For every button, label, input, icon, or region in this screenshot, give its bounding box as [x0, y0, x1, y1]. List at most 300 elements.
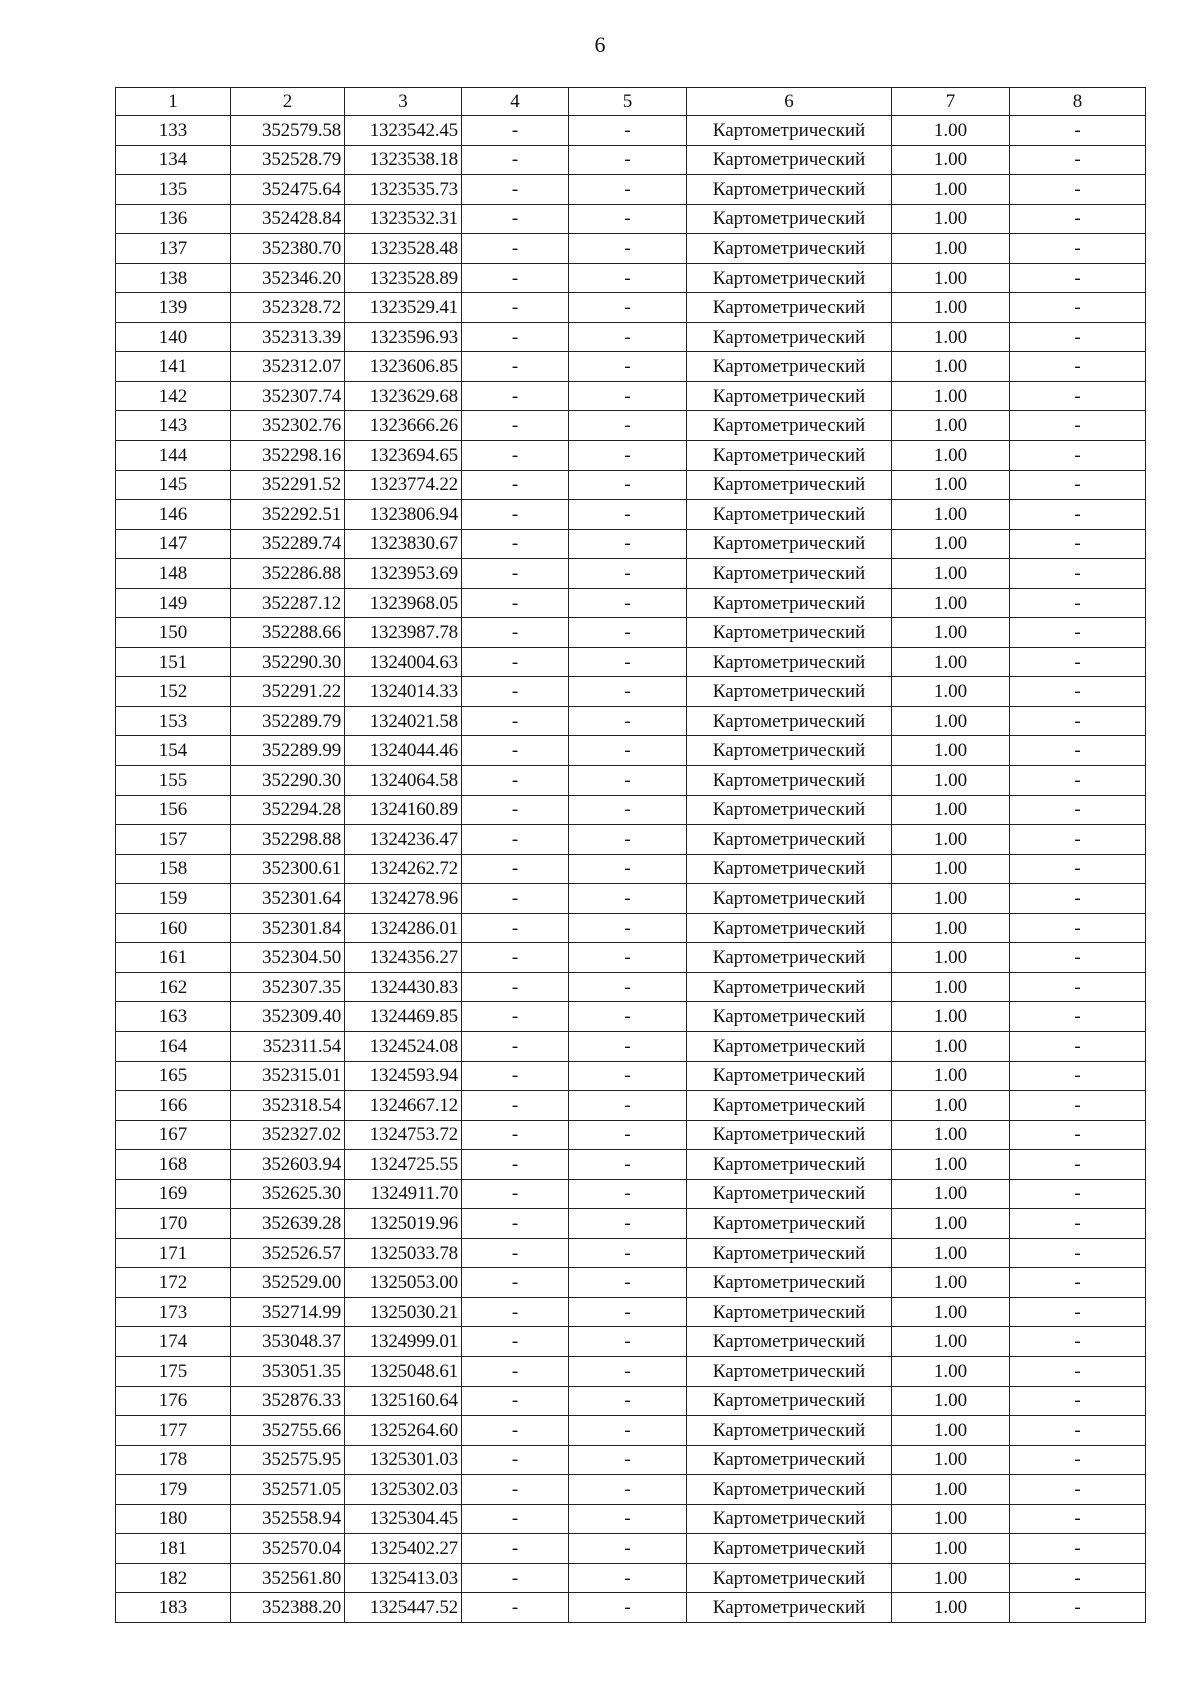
- cell-coord-x: 352346.20: [231, 263, 345, 293]
- cell-point-number: 171: [116, 1238, 231, 1268]
- table-row: [116, 500, 1146, 530]
- cell-method: Картометрический: [687, 1268, 892, 1298]
- cell-point-number: 150: [116, 618, 231, 648]
- cell-point-number: 138: [116, 263, 231, 293]
- cell-col-4: -: [462, 470, 569, 500]
- cell-method: Картометрический: [687, 145, 892, 175]
- cell-coord-y: 1323528.48: [345, 234, 462, 264]
- table-row: [116, 825, 1146, 855]
- cell-col-8: -: [1010, 1416, 1146, 1446]
- cell-accuracy: 1.00: [892, 145, 1010, 175]
- cell-point-number: 159: [116, 884, 231, 914]
- table-row: [116, 145, 1146, 175]
- cell-point-number: 137: [116, 234, 231, 264]
- cell-col-5: -: [569, 293, 687, 323]
- cell-coord-x: 352291.52: [231, 470, 345, 500]
- column-header: 8: [1010, 88, 1146, 116]
- column-header: 5: [569, 88, 687, 116]
- cell-coord-y: 1324278.96: [345, 884, 462, 914]
- cell-coord-x: 352876.33: [231, 1386, 345, 1416]
- cell-coord-y: 1323666.26: [345, 411, 462, 441]
- cell-coord-y: 1325030.21: [345, 1297, 462, 1327]
- cell-method: Картометрический: [687, 1504, 892, 1534]
- cell-accuracy: 1.00: [892, 293, 1010, 323]
- table-row: [116, 943, 1146, 973]
- cell-col-5: -: [569, 1475, 687, 1505]
- cell-method: Картометрический: [687, 795, 892, 825]
- cell-coord-x: 353051.35: [231, 1356, 345, 1386]
- page-number: 6: [594, 32, 606, 57]
- cell-col-4: -: [462, 1386, 569, 1416]
- cell-col-5: -: [569, 1150, 687, 1180]
- cell-coord-y: 1325033.78: [345, 1238, 462, 1268]
- cell-coord-y: 1325402.27: [345, 1534, 462, 1564]
- cell-coord-y: 1324064.58: [345, 766, 462, 796]
- cell-coord-y: 1324014.33: [345, 677, 462, 707]
- cell-point-number: 175: [116, 1356, 231, 1386]
- table-row: [116, 1356, 1146, 1386]
- cell-col-5: -: [569, 1061, 687, 1091]
- cell-method: Картометрический: [687, 1297, 892, 1327]
- cell-point-number: 145: [116, 470, 231, 500]
- cell-col-5: -: [569, 825, 687, 855]
- cell-accuracy: 1.00: [892, 234, 1010, 264]
- cell-point-number: 143: [116, 411, 231, 441]
- cell-col-4: -: [462, 1416, 569, 1446]
- table-row: [116, 234, 1146, 264]
- cell-accuracy: 1.00: [892, 795, 1010, 825]
- cell-col-5: -: [569, 352, 687, 382]
- cell-point-number: 152: [116, 677, 231, 707]
- cell-col-4: -: [462, 795, 569, 825]
- cell-col-5: -: [569, 1386, 687, 1416]
- column-header: 1: [116, 88, 231, 116]
- table-row: [116, 293, 1146, 323]
- table-row: [116, 381, 1146, 411]
- cell-coord-y: 1324356.27: [345, 943, 462, 973]
- cell-col-4: -: [462, 1534, 569, 1564]
- cell-coord-y: 1324524.08: [345, 1031, 462, 1061]
- cell-col-4: -: [462, 1563, 569, 1593]
- cell-point-number: 148: [116, 559, 231, 589]
- cell-col-5: -: [569, 500, 687, 530]
- cell-point-number: 155: [116, 766, 231, 796]
- cell-coord-x: 352561.80: [231, 1563, 345, 1593]
- cell-col-4: -: [462, 677, 569, 707]
- cell-point-number: 179: [116, 1475, 231, 1505]
- cell-accuracy: 1.00: [892, 825, 1010, 855]
- cell-accuracy: 1.00: [892, 1150, 1010, 1180]
- cell-col-4: -: [462, 1238, 569, 1268]
- cell-method: Картометрический: [687, 441, 892, 471]
- cell-point-number: 141: [116, 352, 231, 382]
- table-row: [116, 736, 1146, 766]
- cell-col-4: -: [462, 293, 569, 323]
- cell-col-4: -: [462, 943, 569, 973]
- cell-method: Картометрический: [687, 943, 892, 973]
- cell-coord-x: 352302.76: [231, 411, 345, 441]
- cell-method: Картометрический: [687, 352, 892, 382]
- cell-accuracy: 1.00: [892, 706, 1010, 736]
- cell-col-8: -: [1010, 1563, 1146, 1593]
- table-row: [116, 588, 1146, 618]
- cell-col-5: -: [569, 1445, 687, 1475]
- cell-coord-x: 352558.94: [231, 1504, 345, 1534]
- cell-col-4: -: [462, 1031, 569, 1061]
- cell-col-5: -: [569, 1002, 687, 1032]
- cell-accuracy: 1.00: [892, 322, 1010, 352]
- cell-method: Картометрический: [687, 618, 892, 648]
- cell-coord-y: 1325160.64: [345, 1386, 462, 1416]
- cell-col-4: -: [462, 322, 569, 352]
- cell-method: Картометрический: [687, 204, 892, 234]
- cell-col-4: -: [462, 972, 569, 1002]
- cell-col-8: -: [1010, 1002, 1146, 1032]
- cell-coord-x: 352300.61: [231, 854, 345, 884]
- cell-point-number: 149: [116, 588, 231, 618]
- cell-col-5: -: [569, 1327, 687, 1357]
- cell-point-number: 146: [116, 500, 231, 530]
- table-row: [116, 441, 1146, 471]
- cell-col-5: -: [569, 1416, 687, 1446]
- table-row: [116, 1534, 1146, 1564]
- cell-coord-x: 352575.95: [231, 1445, 345, 1475]
- cell-accuracy: 1.00: [892, 913, 1010, 943]
- cell-col-8: -: [1010, 529, 1146, 559]
- cell-coord-y: 1323694.65: [345, 441, 462, 471]
- cell-point-number: 136: [116, 204, 231, 234]
- cell-col-4: -: [462, 352, 569, 382]
- table-row: [116, 1238, 1146, 1268]
- table-row: [116, 559, 1146, 589]
- cell-col-8: -: [1010, 1534, 1146, 1564]
- cell-col-8: -: [1010, 913, 1146, 943]
- cell-method: Картометрический: [687, 1002, 892, 1032]
- cell-accuracy: 1.00: [892, 1475, 1010, 1505]
- table-row: [116, 1209, 1146, 1239]
- cell-accuracy: 1.00: [892, 1416, 1010, 1446]
- table-row: [116, 1091, 1146, 1121]
- table-row: [116, 1327, 1146, 1357]
- cell-col-4: -: [462, 825, 569, 855]
- cell-accuracy: 1.00: [892, 381, 1010, 411]
- table-row: [116, 1179, 1146, 1209]
- cell-method: Картометрический: [687, 884, 892, 914]
- cell-accuracy: 1.00: [892, 854, 1010, 884]
- cell-point-number: 134: [116, 145, 231, 175]
- coordinates-table: [115, 87, 1146, 1623]
- cell-accuracy: 1.00: [892, 470, 1010, 500]
- cell-col-4: -: [462, 884, 569, 914]
- cell-accuracy: 1.00: [892, 1297, 1010, 1327]
- cell-col-8: -: [1010, 1297, 1146, 1327]
- cell-col-5: -: [569, 322, 687, 352]
- cell-coord-y: 1323629.68: [345, 381, 462, 411]
- cell-method: Картометрический: [687, 736, 892, 766]
- cell-col-8: -: [1010, 1209, 1146, 1239]
- cell-coord-y: 1324469.85: [345, 1002, 462, 1032]
- cell-accuracy: 1.00: [892, 352, 1010, 382]
- cell-coord-x: 352318.54: [231, 1091, 345, 1121]
- cell-col-8: -: [1010, 1238, 1146, 1268]
- cell-col-5: -: [569, 618, 687, 648]
- cell-col-5: -: [569, 529, 687, 559]
- table-row: [116, 706, 1146, 736]
- cell-point-number: 157: [116, 825, 231, 855]
- cell-method: Картометрический: [687, 175, 892, 205]
- cell-point-number: 151: [116, 647, 231, 677]
- cell-method: Картометрический: [687, 1445, 892, 1475]
- cell-method: Картометрический: [687, 234, 892, 264]
- cell-coord-y: 1325413.03: [345, 1563, 462, 1593]
- cell-coord-x: 352289.99: [231, 736, 345, 766]
- cell-method: Картометрический: [687, 1356, 892, 1386]
- cell-coord-y: 1324044.46: [345, 736, 462, 766]
- cell-coord-y: 1324286.01: [345, 913, 462, 943]
- cell-point-number: 154: [116, 736, 231, 766]
- cell-col-8: -: [1010, 500, 1146, 530]
- cell-col-8: -: [1010, 352, 1146, 382]
- cell-point-number: 153: [116, 706, 231, 736]
- cell-col-8: -: [1010, 116, 1146, 146]
- cell-col-8: -: [1010, 825, 1146, 855]
- cell-coord-x: 352388.20: [231, 1593, 345, 1623]
- table-row: [116, 1593, 1146, 1623]
- cell-method: Картометрический: [687, 500, 892, 530]
- cell-coord-x: 352315.01: [231, 1061, 345, 1091]
- cell-coord-y: 1324021.58: [345, 706, 462, 736]
- cell-point-number: 173: [116, 1297, 231, 1327]
- cell-coord-y: 1323529.41: [345, 293, 462, 323]
- cell-col-8: -: [1010, 145, 1146, 175]
- cell-col-5: -: [569, 913, 687, 943]
- cell-col-4: -: [462, 1120, 569, 1150]
- cell-coord-x: 352570.04: [231, 1534, 345, 1564]
- cell-coord-y: 1325053.00: [345, 1268, 462, 1298]
- table-row: [116, 322, 1146, 352]
- cell-accuracy: 1.00: [892, 1120, 1010, 1150]
- cell-accuracy: 1.00: [892, 1179, 1010, 1209]
- cell-col-5: -: [569, 1209, 687, 1239]
- cell-method: Картометрический: [687, 559, 892, 589]
- cell-accuracy: 1.00: [892, 1238, 1010, 1268]
- cell-col-5: -: [569, 1120, 687, 1150]
- table-row: [116, 913, 1146, 943]
- cell-col-5: -: [569, 1268, 687, 1298]
- cell-point-number: 135: [116, 175, 231, 205]
- cell-col-5: -: [569, 1297, 687, 1327]
- cell-col-8: -: [1010, 1031, 1146, 1061]
- cell-point-number: 166: [116, 1091, 231, 1121]
- cell-col-5: -: [569, 263, 687, 293]
- cell-col-8: -: [1010, 411, 1146, 441]
- cell-col-8: -: [1010, 1150, 1146, 1180]
- cell-col-5: -: [569, 677, 687, 707]
- cell-coord-x: 352311.54: [231, 1031, 345, 1061]
- cell-col-4: -: [462, 381, 569, 411]
- cell-col-5: -: [569, 736, 687, 766]
- cell-method: Картометрический: [687, 322, 892, 352]
- cell-method: Картометрический: [687, 263, 892, 293]
- cell-accuracy: 1.00: [892, 736, 1010, 766]
- cell-method: Картометрический: [687, 1327, 892, 1357]
- cell-point-number: 144: [116, 441, 231, 471]
- cell-coord-x: 353048.37: [231, 1327, 345, 1357]
- table-row: [116, 1445, 1146, 1475]
- cell-point-number: 180: [116, 1504, 231, 1534]
- cell-coord-y: 1324160.89: [345, 795, 462, 825]
- cell-col-4: -: [462, 1002, 569, 1032]
- cell-point-number: 181: [116, 1534, 231, 1564]
- cell-col-5: -: [569, 411, 687, 441]
- table-row: [116, 204, 1146, 234]
- column-header: 6: [687, 88, 892, 116]
- cell-coord-x: 352528.79: [231, 145, 345, 175]
- cell-method: Картометрический: [687, 825, 892, 855]
- cell-coord-y: 1323535.73: [345, 175, 462, 205]
- cell-col-4: -: [462, 736, 569, 766]
- cell-coord-y: 1323774.22: [345, 470, 462, 500]
- table-row: [116, 1150, 1146, 1180]
- cell-method: Картометрический: [687, 1061, 892, 1091]
- table-row: [116, 1061, 1146, 1091]
- cell-col-5: -: [569, 1563, 687, 1593]
- cell-col-8: -: [1010, 234, 1146, 264]
- cell-accuracy: 1.00: [892, 1031, 1010, 1061]
- cell-accuracy: 1.00: [892, 766, 1010, 796]
- cell-col-8: -: [1010, 293, 1146, 323]
- cell-point-number: 174: [116, 1327, 231, 1357]
- cell-col-8: -: [1010, 1445, 1146, 1475]
- cell-method: Картометрический: [687, 677, 892, 707]
- cell-accuracy: 1.00: [892, 884, 1010, 914]
- cell-coord-x: 352307.35: [231, 972, 345, 1002]
- cell-col-4: -: [462, 145, 569, 175]
- cell-method: Картометрический: [687, 116, 892, 146]
- cell-coord-x: 352301.84: [231, 913, 345, 943]
- cell-coord-y: 1325302.03: [345, 1475, 462, 1505]
- table-row: [116, 854, 1146, 884]
- cell-method: Картометрический: [687, 1534, 892, 1564]
- cell-col-5: -: [569, 175, 687, 205]
- cell-method: Картометрический: [687, 1563, 892, 1593]
- cell-coord-y: 1324667.12: [345, 1091, 462, 1121]
- cell-point-number: 163: [116, 1002, 231, 1032]
- column-header: 2: [231, 88, 345, 116]
- cell-accuracy: 1.00: [892, 204, 1010, 234]
- cell-point-number: 140: [116, 322, 231, 352]
- cell-col-4: -: [462, 647, 569, 677]
- cell-col-4: -: [462, 204, 569, 234]
- cell-col-5: -: [569, 1593, 687, 1623]
- cell-accuracy: 1.00: [892, 1327, 1010, 1357]
- table-row: [116, 529, 1146, 559]
- table-row: [116, 1475, 1146, 1505]
- cell-col-4: -: [462, 1091, 569, 1121]
- cell-col-8: -: [1010, 943, 1146, 973]
- cell-method: Картометрический: [687, 588, 892, 618]
- cell-coord-x: 352579.58: [231, 116, 345, 146]
- cell-coord-x: 352312.07: [231, 352, 345, 382]
- cell-coord-x: 352289.79: [231, 706, 345, 736]
- cell-coord-y: 1324262.72: [345, 854, 462, 884]
- cell-method: Картометрический: [687, 1031, 892, 1061]
- cell-method: Картометрический: [687, 470, 892, 500]
- cell-col-8: -: [1010, 884, 1146, 914]
- cell-accuracy: 1.00: [892, 1356, 1010, 1386]
- cell-col-5: -: [569, 884, 687, 914]
- cell-col-4: -: [462, 441, 569, 471]
- cell-accuracy: 1.00: [892, 1445, 1010, 1475]
- cell-point-number: 160: [116, 913, 231, 943]
- table-row: [116, 884, 1146, 914]
- cell-coord-y: 1323542.45: [345, 116, 462, 146]
- table-row: [116, 470, 1146, 500]
- table-row: [116, 1386, 1146, 1416]
- cell-coord-x: 352298.88: [231, 825, 345, 855]
- cell-col-8: -: [1010, 1268, 1146, 1298]
- cell-col-5: -: [569, 588, 687, 618]
- cell-col-8: -: [1010, 204, 1146, 234]
- cell-method: Картометрический: [687, 381, 892, 411]
- cell-col-5: -: [569, 1504, 687, 1534]
- cell-coord-y: 1325301.03: [345, 1445, 462, 1475]
- cell-coord-y: 1323968.05: [345, 588, 462, 618]
- cell-method: Картометрический: [687, 1416, 892, 1446]
- cell-coord-x: 352304.50: [231, 943, 345, 973]
- cell-coord-x: 352639.28: [231, 1209, 345, 1239]
- cell-col-8: -: [1010, 381, 1146, 411]
- cell-col-4: -: [462, 1061, 569, 1091]
- cell-col-5: -: [569, 204, 687, 234]
- cell-coord-x: 352328.72: [231, 293, 345, 323]
- cell-coord-x: 352714.99: [231, 1297, 345, 1327]
- cell-coord-y: 1325447.52: [345, 1593, 462, 1623]
- cell-col-8: -: [1010, 1091, 1146, 1121]
- cell-point-number: 142: [116, 381, 231, 411]
- cell-col-4: -: [462, 1475, 569, 1505]
- cell-accuracy: 1.00: [892, 1504, 1010, 1534]
- cell-accuracy: 1.00: [892, 972, 1010, 1002]
- cell-coord-y: 1324753.72: [345, 1120, 462, 1150]
- cell-col-4: -: [462, 411, 569, 441]
- cell-col-4: -: [462, 500, 569, 530]
- cell-point-number: 169: [116, 1179, 231, 1209]
- cell-point-number: 183: [116, 1593, 231, 1623]
- cell-point-number: 177: [116, 1416, 231, 1446]
- cell-coord-y: 1323953.69: [345, 559, 462, 589]
- cell-col-5: -: [569, 116, 687, 146]
- cell-col-4: -: [462, 588, 569, 618]
- cell-coord-x: 352529.00: [231, 1268, 345, 1298]
- cell-point-number: 162: [116, 972, 231, 1002]
- table-row: [116, 1268, 1146, 1298]
- cell-method: Картометрический: [687, 1179, 892, 1209]
- cell-point-number: 182: [116, 1563, 231, 1593]
- cell-accuracy: 1.00: [892, 1563, 1010, 1593]
- cell-point-number: 172: [116, 1268, 231, 1298]
- cell-accuracy: 1.00: [892, 1268, 1010, 1298]
- cell-col-4: -: [462, 116, 569, 146]
- cell-coord-x: 352288.66: [231, 618, 345, 648]
- cell-col-8: -: [1010, 854, 1146, 884]
- cell-coord-y: 1324004.63: [345, 647, 462, 677]
- cell-coord-y: 1325264.60: [345, 1416, 462, 1446]
- cell-method: Картометрический: [687, 647, 892, 677]
- column-header: 7: [892, 88, 1010, 116]
- cell-col-8: -: [1010, 618, 1146, 648]
- column-header: 4: [462, 88, 569, 116]
